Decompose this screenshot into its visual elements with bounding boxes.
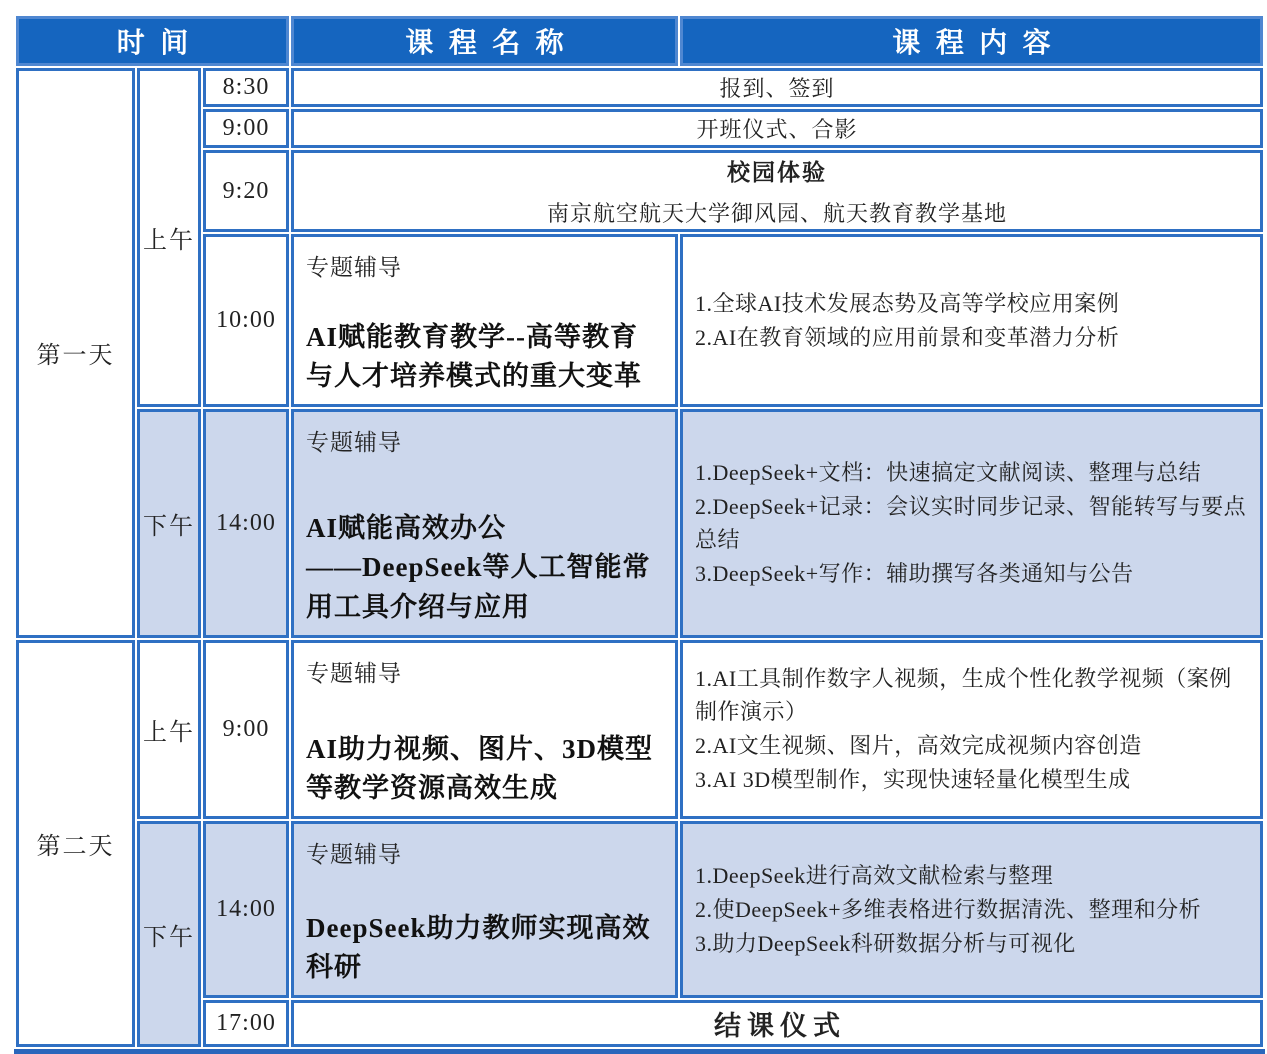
event-cell-registration: 报到、签到 xyxy=(291,68,1263,107)
content-cell-day2-0900 xyxy=(680,640,1263,819)
content-cell-day1-1400 xyxy=(680,409,1263,637)
content-item: 1.DeepSeek进行高效文献检索与整理 xyxy=(695,863,1054,889)
course-title: DeepSeek助力教师实现高效科研 xyxy=(306,912,651,983)
content-item: 1.DeepSeek+文档：快速搞定文献阅读、整理与总结 xyxy=(695,460,1202,486)
content-item: 2.使DeepSeek+多维表格进行数据清洗、整理和分析 xyxy=(695,897,1202,923)
time-cell-day2-0900: 9:00 xyxy=(203,640,289,819)
content-item: 2.AI文生视频、图片，高效完成视频内容创造 xyxy=(695,733,1142,759)
day1-label-cell: 第一天 xyxy=(16,68,135,638)
course-title: AI赋能教育教学--高等教育与人才培养模式的重大变革 xyxy=(306,322,643,392)
content-cell-day1-1000 xyxy=(680,234,1263,407)
event-cell-closing-ceremony: 结课仪式 xyxy=(291,1000,1263,1047)
course-schedule-table xyxy=(14,14,1265,1054)
time-cell-day1-0920: 9:20 xyxy=(203,150,289,232)
row-day1-1400 xyxy=(16,409,1263,637)
row-day2-1700 xyxy=(16,1000,1263,1047)
content-cell-day2-1400 xyxy=(680,821,1263,998)
campus-tour-title: 校园体验 xyxy=(727,160,828,185)
campus-tour-desc: 南京航空航天大学御风园、航天教育教学基地 xyxy=(547,201,1008,226)
row-day1-0920 xyxy=(16,150,1263,232)
content-item: 3.AI 3D模型制作，实现快速轻量化模型生成 xyxy=(695,767,1131,793)
day2-morning-cell: 上午 xyxy=(137,640,201,819)
header-content-label: 课程内容 xyxy=(892,28,1067,59)
course-title-line1: AI赋能高效办公 xyxy=(306,513,507,544)
row-day1-1000 xyxy=(16,234,1263,407)
event-cell-opening-ceremony: 开班仪式、合影 xyxy=(291,109,1263,148)
day2-afternoon-cell: 下午 xyxy=(137,821,201,1047)
row-day1-0830 xyxy=(16,68,1263,107)
course-tag: 专题辅导 xyxy=(306,841,403,867)
course-cell-day2-0900 xyxy=(291,640,678,819)
row-day1-0900 xyxy=(16,109,1263,148)
day1-afternoon-cell: 下午 xyxy=(137,409,201,637)
course-title: AI助力视频、图片、3D模型等教学资源高效生成 xyxy=(306,733,654,803)
course-cell-day1-1000 xyxy=(291,234,678,407)
content-item: 1.全球AI技术发展态势及高等学校应用案例 xyxy=(695,291,1120,317)
time-cell-day1-0900: 9:00 xyxy=(203,109,289,148)
header-cell-course-name xyxy=(291,16,678,66)
header-course-label: 课程名称 xyxy=(405,28,580,59)
header-time-label: 时间 xyxy=(116,28,204,59)
content-item: 2.AI在教育领域的应用前景和变革潜力分析 xyxy=(695,325,1120,351)
course-tag: 专题辅导 xyxy=(306,255,403,280)
content-item: 3.助力DeepSeek科研数据分析与可视化 xyxy=(695,931,1076,957)
time-cell-day1-1000: 10:00 xyxy=(203,234,289,407)
header-cell-time xyxy=(16,16,289,66)
course-title-line2: ——DeepSeek等人工智能常用工具介绍与应用 xyxy=(306,552,651,622)
time-cell-day2-1700: 17:00 xyxy=(203,1000,289,1047)
header-row xyxy=(16,16,1263,66)
day2-label-cell: 第二天 xyxy=(16,640,135,1048)
time-cell-day1-1400: 14:00 xyxy=(203,409,289,637)
content-item: 2.DeepSeek+记录：会议实时同步记录、智能转写与要点总结 xyxy=(695,494,1247,553)
course-tag: 专题辅导 xyxy=(306,430,403,456)
header-cell-course-content xyxy=(680,16,1263,66)
course-title xyxy=(306,509,665,626)
event-cell-campus-tour xyxy=(291,150,1263,232)
row-day2-0900 xyxy=(16,640,1263,819)
content-item: 3.DeepSeek+写作：辅助撰写各类通知与公告 xyxy=(695,561,1134,587)
day1-morning-cell: 上午 xyxy=(137,68,201,407)
row-day2-1400 xyxy=(16,821,1263,998)
course-tag: 专题辅导 xyxy=(306,660,403,686)
course-cell-day2-1400 xyxy=(291,821,678,998)
time-cell-day1-0830: 8:30 xyxy=(203,68,289,107)
time-cell-day2-1400: 14:00 xyxy=(203,821,289,998)
course-cell-day1-1400 xyxy=(291,409,678,637)
content-item: 1.AI工具制作数字人视频，生成个性化教学视频（案例制作演示） xyxy=(695,666,1232,725)
